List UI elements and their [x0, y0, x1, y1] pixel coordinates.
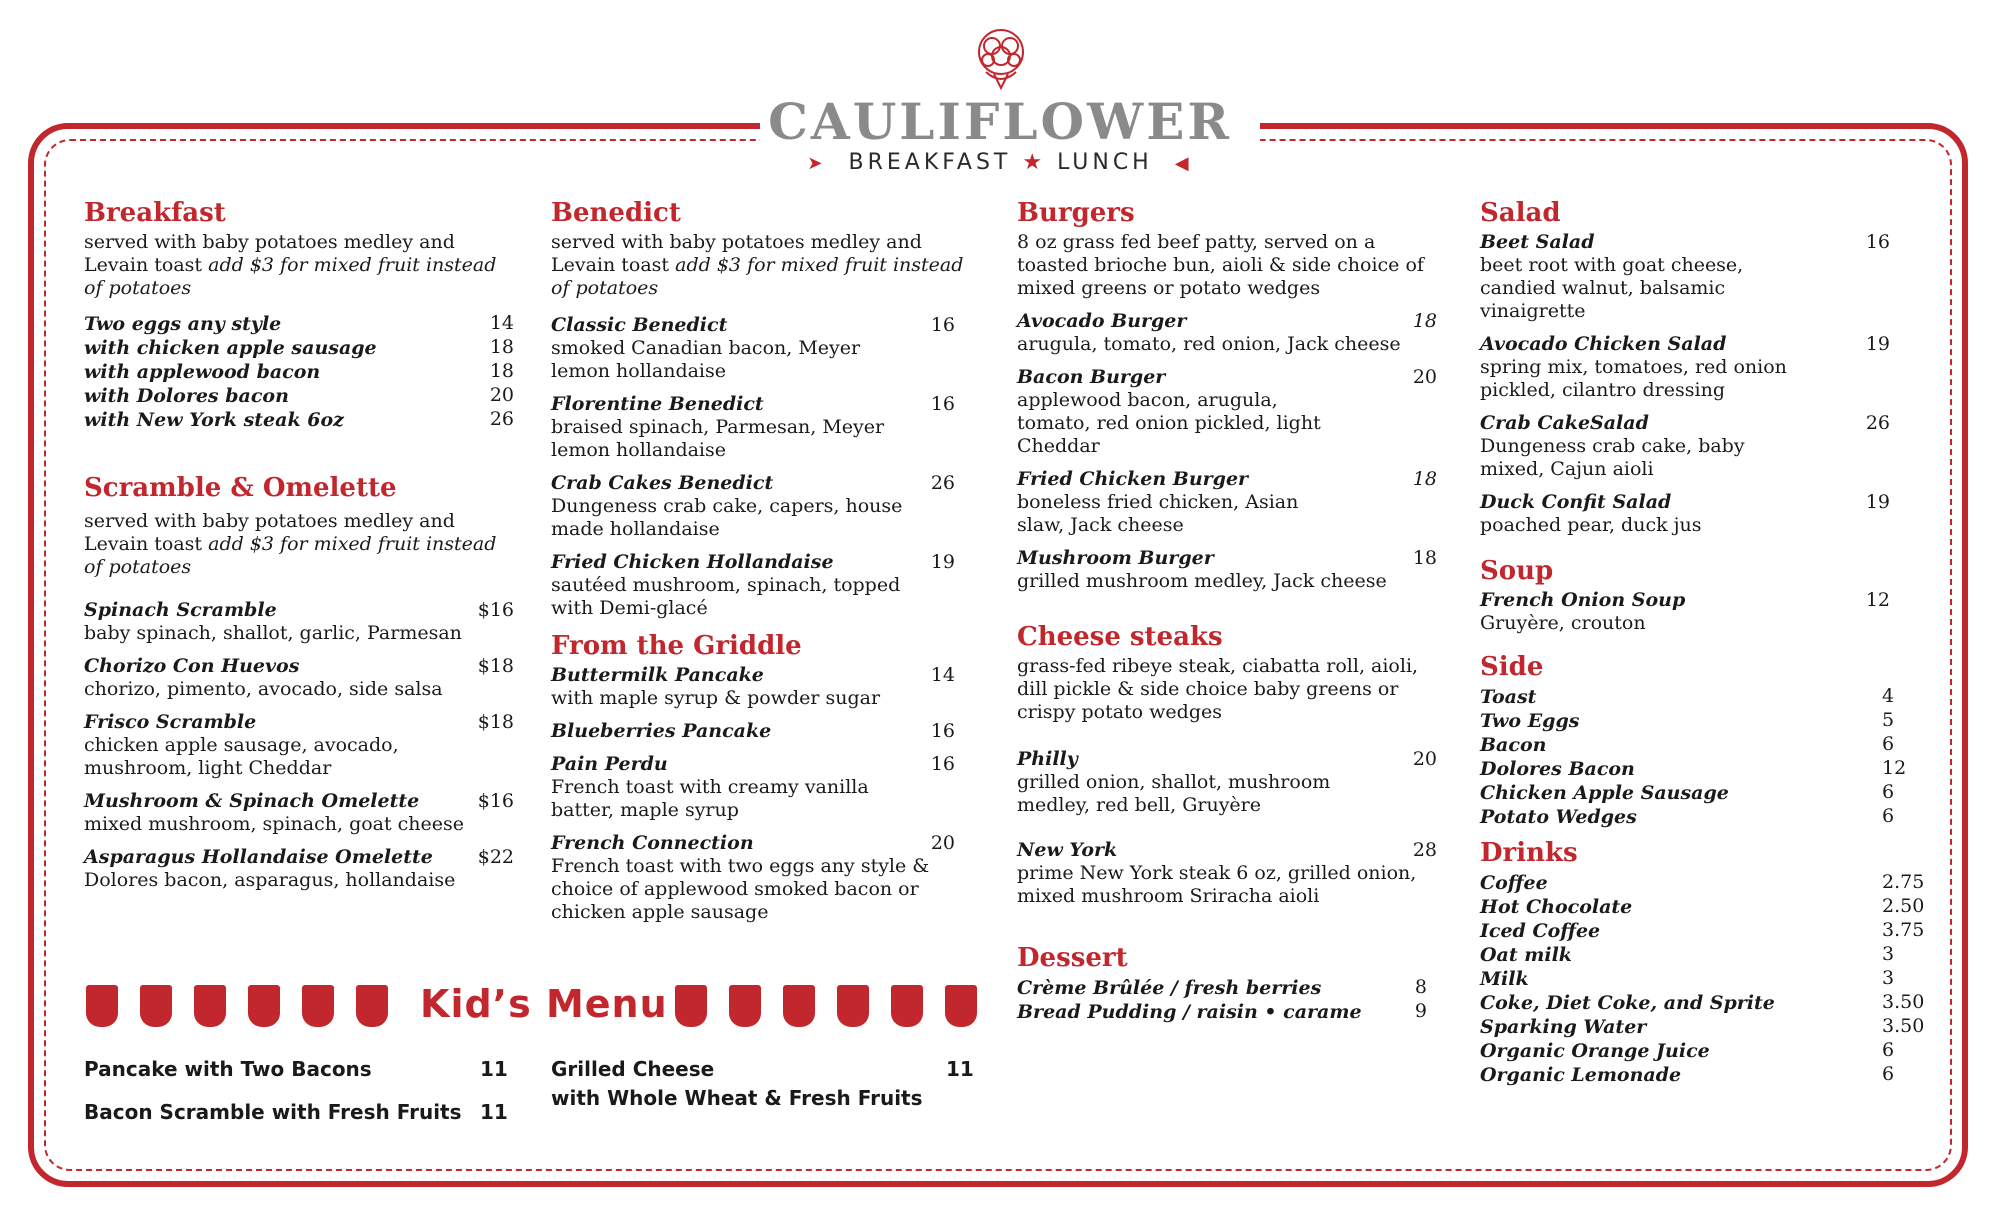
- item-name: with New York steak 6oz: [84, 409, 344, 431]
- item-price: 14: [489, 312, 514, 334]
- item-desc: poached pear, duck jus: [1480, 514, 1702, 536]
- section-title: Dessert: [1017, 943, 1128, 973]
- brand-tagline: [760, 150, 1240, 175]
- section-salad: [1480, 197, 1890, 537]
- section-burgers: [1017, 197, 1437, 593]
- item-price: 26: [489, 408, 514, 430]
- item-name: French Onion Soup: [1480, 589, 1686, 611]
- list-item: [84, 599, 514, 645]
- awning-scallop-icon: [891, 985, 923, 1027]
- item-name: Sparking Water: [1480, 1016, 1647, 1038]
- item-desc: braised spinach, Parmesan, Meyer lemon hollandaise: [551, 416, 885, 461]
- list-item: [1480, 967, 1920, 991]
- section-title: Benedict: [551, 198, 681, 228]
- item-name: Philly: [1017, 748, 1078, 770]
- column-1: [84, 197, 514, 892]
- item-name: Chicken Apple Sausage: [1480, 782, 1729, 804]
- awning-scallop-icon: [194, 985, 226, 1027]
- item-price: 3: [1882, 967, 1895, 989]
- list-item: [1017, 366, 1437, 458]
- list-item: [1480, 333, 1890, 402]
- section-desc: [551, 231, 976, 300]
- list-item: [84, 360, 514, 384]
- item-desc: smoked Canadian bacon, Meyer lemon hollandaise: [551, 337, 861, 382]
- item-price: $16: [477, 599, 514, 621]
- desc-note: add $3 for mixed fruit instead of potatoes: [84, 533, 497, 578]
- item-name: Coke, Diet Coke, and Sprite: [1480, 992, 1775, 1014]
- item-name: Milk: [1480, 968, 1529, 990]
- section-benedict: [551, 197, 976, 620]
- item-desc: chicken apple sausage, avocado, mushroom, light Cheddar: [84, 734, 399, 779]
- section-title: Cheese steaks: [1017, 622, 1223, 652]
- column-2: [551, 197, 976, 924]
- item-price: 18: [1412, 310, 1437, 332]
- list-item: [1480, 991, 1925, 1015]
- list-item: [551, 314, 955, 383]
- item-price: 6: [1882, 805, 1895, 827]
- item-price: 6: [1882, 1039, 1895, 1061]
- item-name: Dolores Bacon: [1480, 758, 1635, 780]
- item-name: Chorizo Con Huevos: [84, 655, 300, 677]
- item-price: 8: [1414, 976, 1427, 998]
- kids-item-price: 11: [480, 1057, 508, 1081]
- list-item: [1017, 748, 1437, 817]
- kids-item: Pancake with Two Bacons: [84, 1057, 372, 1081]
- list-item: [1480, 733, 1895, 757]
- item-name: Organic Lemonade: [1480, 1064, 1682, 1086]
- item-price: 18: [1412, 468, 1437, 490]
- item-name: Spinach Scramble: [84, 599, 277, 621]
- item-price: 20: [1412, 748, 1437, 770]
- list-item: [1480, 1063, 1920, 1087]
- list-item: [1480, 491, 1890, 537]
- desc-text: served with baby potatoes medley and Levain toast: [84, 510, 455, 555]
- item-price: 26: [1865, 412, 1890, 434]
- ribbon-right-icon: ◀: [1174, 153, 1193, 174]
- item-desc: arugula, tomato, red onion, Jack cheese: [1017, 333, 1401, 355]
- item-price: 16: [930, 753, 955, 775]
- awning-scallop-icon: [729, 985, 761, 1027]
- item-price: 3.50: [1882, 991, 1925, 1013]
- item-price: 16: [930, 314, 955, 336]
- list-item: [1480, 231, 1890, 323]
- item-price: 6: [1882, 781, 1895, 803]
- section-dessert: [1017, 942, 1427, 1024]
- item-name: Crab Cakes Benedict: [551, 472, 774, 494]
- brand-name: CAULIFLOWER: [768, 92, 1232, 151]
- item-name: Beet Salad: [1480, 231, 1595, 253]
- item-price: 6: [1882, 733, 1895, 755]
- item-name: with chicken apple sausage: [84, 337, 377, 359]
- item-desc: with maple syrup & powder sugar: [551, 687, 881, 709]
- section-desc: [84, 510, 514, 579]
- item-desc: Dungeness crab cake, capers, house made hollandaise: [551, 495, 903, 540]
- item-name: Mushroom Burger: [1017, 547, 1214, 569]
- item-name: Bread Pudding / raisin • carame: [1017, 1001, 1362, 1023]
- item-name: Hot Chocolate: [1480, 896, 1633, 918]
- ribbon-left-icon: ➤: [807, 153, 827, 174]
- item-desc: grilled mushroom medley, Jack cheese: [1017, 570, 1387, 592]
- awning-scallop-icon: [302, 985, 334, 1027]
- item-price: 26: [930, 472, 955, 494]
- item-name: Coffee: [1480, 872, 1548, 894]
- list-item: [1480, 1015, 1925, 1039]
- section-griddle: [551, 630, 976, 924]
- item-price: 9: [1414, 1000, 1427, 1022]
- item-price: 20: [489, 384, 514, 406]
- desc-note: add $3 for mixed fruit instead of potatoes: [84, 254, 497, 299]
- item-price: 20: [930, 832, 955, 854]
- item-price: 5: [1882, 709, 1895, 731]
- section-side: [1480, 651, 1907, 829]
- item-price: 3.75: [1882, 919, 1925, 941]
- item-name: Blueberries Pancake: [551, 720, 772, 742]
- tagline-lunch: LUNCH: [1057, 150, 1153, 175]
- section-soup: [1480, 555, 1890, 635]
- cauliflower-icon: [966, 22, 1036, 92]
- item-price: 3.50: [1882, 1015, 1925, 1037]
- item-price: 19: [1865, 491, 1890, 513]
- awning-scallop-icon: [675, 985, 707, 1027]
- item-name: Two eggs any style: [84, 313, 282, 335]
- section-title: Burgers: [1017, 198, 1135, 228]
- item-desc: grilled onion, shallot, mushroom medley, red bell, Gruyère: [1017, 771, 1331, 816]
- item-price: 6: [1882, 1063, 1895, 1085]
- list-item: [551, 472, 955, 541]
- item-price: 20: [1412, 366, 1437, 388]
- item-name: Asparagus Hollandaise Omelette: [84, 846, 433, 868]
- section-cheesesteaks: [1017, 621, 1437, 908]
- kids-item-price: 11: [480, 1100, 508, 1124]
- item-name: Buttermilk Pancake: [551, 664, 764, 686]
- desc-text: served with baby potatoes medley and Levain toast: [84, 231, 455, 276]
- awning-scallop-icon: [356, 985, 388, 1027]
- item-desc: sautéed mushroom, spinach, topped with Demi-glacé: [551, 574, 901, 619]
- kids-item-sub: with Whole Wheat & Fresh Fruits: [551, 1086, 923, 1110]
- item-price: 16: [1865, 231, 1890, 253]
- list-item: [1017, 976, 1427, 1000]
- list-item: [1480, 871, 1925, 895]
- item-name: Two Eggs: [1480, 710, 1580, 732]
- item-desc: spring mix, tomatoes, red onion pickled, cilantro dressing: [1480, 356, 1787, 401]
- list-item: [1480, 781, 1895, 805]
- list-item: [84, 790, 514, 836]
- awning-scallop-icon: [945, 985, 977, 1027]
- item-price: 2.75: [1882, 871, 1925, 893]
- item-desc: Gruyère, crouton: [1480, 612, 1646, 634]
- item-price: 18: [489, 336, 514, 358]
- list-item: [551, 832, 955, 924]
- item-name: New York: [1017, 839, 1118, 861]
- item-desc: boneless fried chicken, Asian slaw, Jack cheese: [1017, 491, 1299, 536]
- list-item: [1480, 589, 1890, 635]
- item-desc: baby spinach, shallot, garlic, Parmesan: [84, 622, 462, 644]
- item-name: Organic Orange Juice: [1480, 1040, 1710, 1062]
- item-name: Potato Wedges: [1480, 806, 1637, 828]
- section-title: Side: [1480, 652, 1544, 682]
- desc-text: served with baby potatoes medley and Levain toast: [551, 231, 922, 276]
- list-item: [551, 551, 955, 620]
- item-name: with Dolores bacon: [84, 385, 289, 407]
- item-name: with applewood bacon: [84, 361, 321, 383]
- item-name: Crème Brûlée / fresh berries: [1017, 977, 1322, 999]
- item-desc: beet root with goat cheese, candied walnut, balsamic vinaigrette: [1480, 254, 1744, 322]
- list-item: [1017, 468, 1437, 537]
- section-breakfast: [84, 197, 514, 432]
- section-title: Breakfast: [84, 198, 226, 228]
- list-item: [1017, 839, 1437, 908]
- list-item: [84, 655, 514, 701]
- awning-scallop-icon: [86, 985, 118, 1027]
- list-item: [84, 711, 514, 780]
- item-name: Iced Coffee: [1480, 920, 1601, 942]
- list-item: [1017, 1000, 1427, 1024]
- item-desc: French toast with creamy vanilla batter, maple syrup: [551, 776, 869, 821]
- list-item: [1480, 805, 1895, 829]
- list-item: [1480, 757, 1907, 781]
- section-drinks: [1480, 837, 1925, 1087]
- list-item: [1017, 547, 1437, 593]
- list-item: [1480, 895, 1925, 919]
- item-name: Crab CakeSalad: [1480, 412, 1649, 434]
- item-name: Fried Chicken Hollandaise: [551, 551, 834, 573]
- list-item: [1480, 1039, 1920, 1063]
- item-name: Bacon Burger: [1017, 366, 1166, 388]
- section-title: Drinks: [1480, 838, 1578, 868]
- item-price: 28: [1412, 839, 1437, 861]
- item-name: Frisco Scramble: [84, 711, 257, 733]
- awning-scallop-icon: [140, 985, 172, 1027]
- item-price: 2.50: [1882, 895, 1925, 917]
- item-desc: Dungeness crab cake, baby mixed, Cajun aioli: [1480, 435, 1745, 480]
- desc-note: add $3 for mixed fruit instead of potatoes: [551, 254, 964, 299]
- item-name: Duck Confit Salad: [1480, 491, 1672, 513]
- item-price: $16: [477, 790, 514, 812]
- item-price: $18: [477, 655, 514, 677]
- item-price: 14: [930, 664, 955, 686]
- kids-menu-title: Kid’s Menu: [420, 982, 668, 1026]
- item-desc: chorizo, pimento, avocado, side salsa: [84, 678, 443, 700]
- section-desc: grass-fed ribeye steak, ciabatta roll, aioli, dill pickle & side choice baby greens or crispy potato wedges: [1017, 655, 1419, 723]
- item-desc: Dolores bacon, asparagus, hollandaise: [84, 869, 456, 891]
- list-item: [84, 846, 514, 892]
- column-4: [1480, 197, 1925, 1087]
- awning-scallop-icon: [837, 985, 869, 1027]
- item-price: 18: [1412, 547, 1437, 569]
- awning-scallop-icon: [783, 985, 815, 1027]
- item-desc: prime New York steak 6 oz, grilled onion, mixed mushroom Sriracha aioli: [1017, 862, 1417, 907]
- list-item: [1480, 412, 1890, 481]
- item-name: Classic Benedict: [551, 314, 728, 336]
- item-name: Mushroom & Spinach Omelette: [84, 790, 420, 812]
- list-item: [1480, 709, 1895, 733]
- section-title: Salad: [1480, 198, 1561, 228]
- item-price: 19: [1865, 333, 1890, 355]
- section-scramble: [84, 472, 514, 892]
- awning-scallop-icon: [248, 985, 280, 1027]
- item-name: Florentine Benedict: [551, 393, 764, 415]
- item-desc: applewood bacon, arugula, tomato, red onion pickled, light Cheddar: [1017, 389, 1321, 457]
- section-desc: 8 oz grass fed beef patty, served on a toasted brioche bun, aioli & side choice of mixed greens or potato wedges: [1017, 231, 1424, 299]
- item-price: 12: [1882, 757, 1907, 779]
- item-name: Bacon: [1480, 734, 1547, 756]
- item-name: Pain Perdu: [551, 753, 668, 775]
- kids-item: Grilled Cheese: [551, 1057, 715, 1081]
- item-price: 19: [930, 551, 955, 573]
- item-price: 12: [1865, 589, 1890, 611]
- item-price: 16: [930, 720, 955, 742]
- kids-item: Bacon Scramble with Fresh Fruits: [84, 1100, 462, 1124]
- item-name: Avocado Burger: [1017, 310, 1187, 332]
- item-price: 3: [1882, 943, 1895, 965]
- list-item: [1017, 310, 1437, 356]
- list-item: [1480, 943, 1920, 967]
- star-icon: ★: [1022, 150, 1047, 175]
- section-desc: [84, 231, 514, 300]
- list-item: [84, 408, 514, 432]
- list-item: [551, 393, 955, 462]
- list-item: [84, 384, 514, 408]
- item-name: French Connection: [551, 832, 754, 854]
- item-price: 18: [489, 360, 514, 382]
- kids-item-price: 11: [946, 1057, 974, 1081]
- item-desc: mixed mushroom, spinach, goat cheese: [84, 813, 465, 835]
- item-name: Avocado Chicken Salad: [1480, 333, 1727, 355]
- column-3: [1017, 197, 1437, 1024]
- list-item: [1480, 685, 1895, 709]
- list-item: [551, 753, 955, 822]
- section-title: Soup: [1480, 556, 1554, 586]
- list-item: [551, 664, 955, 710]
- item-price: 4: [1882, 685, 1895, 707]
- tagline-breakfast: BREAKFAST: [848, 150, 1012, 175]
- item-name: Toast: [1480, 686, 1537, 708]
- item-price: $18: [477, 711, 514, 733]
- list-item: [1480, 919, 1925, 943]
- section-title: From the Griddle: [551, 631, 802, 661]
- section-title: Scramble & Omelette: [84, 473, 397, 503]
- item-price: $22: [477, 846, 514, 868]
- list-item: [84, 336, 514, 360]
- item-price: 16: [930, 393, 955, 415]
- item-name: Oat milk: [1480, 944, 1572, 966]
- list-item: [84, 312, 514, 336]
- list-item: [551, 720, 955, 743]
- item-desc: French toast with two eggs any style & choice of applewood smoked bacon or chicken apple sausage: [551, 855, 930, 923]
- item-name: Fried Chicken Burger: [1017, 468, 1249, 490]
